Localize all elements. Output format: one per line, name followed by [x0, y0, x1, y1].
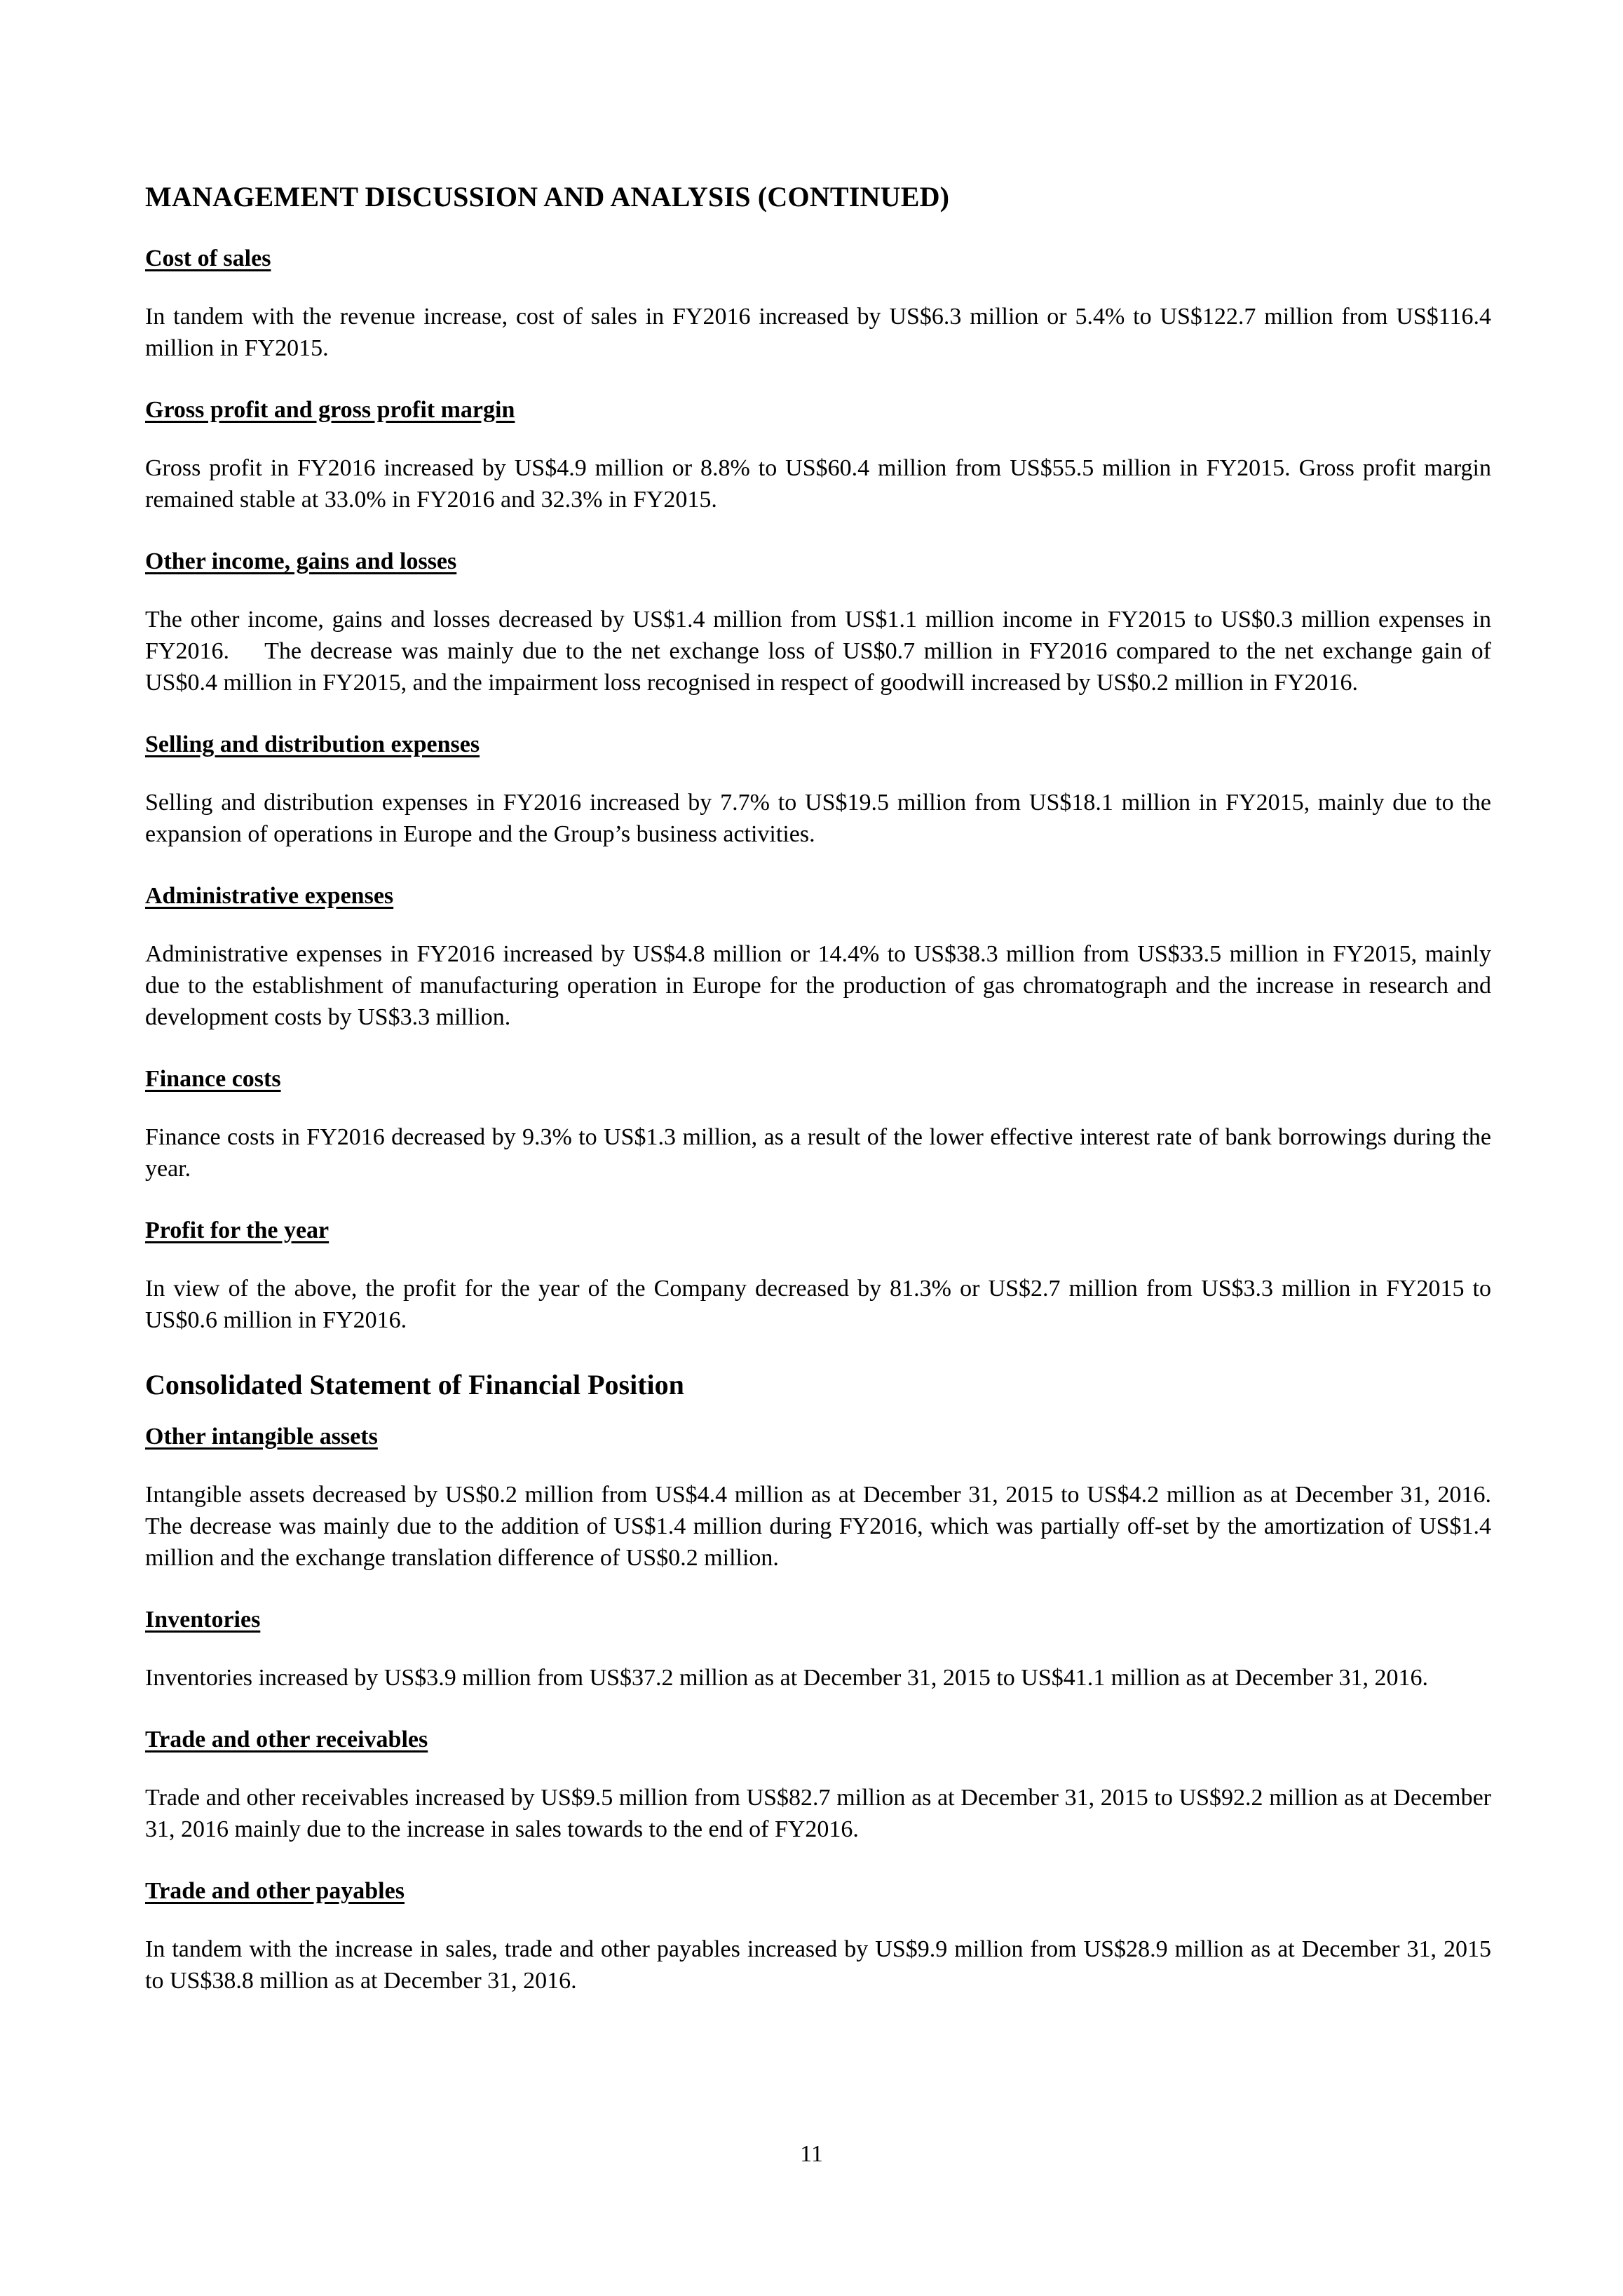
section-paragraph: In view of the above, the profit for the year of the Company decreased by 81.3% or US$2.7 million from US$3.3 million in FY2015 to US$0.6 million in FY2016.	[145, 1276, 1491, 1333]
page-title: MANAGEMENT DISCUSSION AND ANALYSIS (CONTINUED)	[145, 181, 950, 212]
section-administrative-expenses	[145, 881, 1491, 1033]
section-heading: Other income, gains and losses	[145, 548, 457, 574]
section-paragraph: Trade and other receivables increased by US$9.5 million from US$82.7 million as at December 31, 2015 to US$92.2 million as at December 31, 2016 mainly due to the increase in sales towards to the end of FY2016.	[145, 1785, 1491, 1842]
section-trade-payables	[145, 1876, 1491, 1997]
section-gross-profit	[145, 395, 1491, 515]
section-paragraph: In tandem with the increase in sales, trade and other payables increased by US$9.9 million from US$28.9 million as at December 31, 2015 to US$38.8 million as at December 31, 2016.	[145, 1936, 1491, 1994]
section-heading: Trade and other payables	[145, 1878, 405, 1904]
section-finance-costs	[145, 1064, 1491, 1184]
section-heading: Other intangible assets	[145, 1424, 378, 1450]
section-cost-of-sales	[145, 243, 1491, 364]
section-other-income	[145, 546, 1498, 698]
section-heading: Finance costs	[145, 1066, 281, 1092]
section-heading: Administrative expenses	[145, 883, 394, 909]
section-paragraph: In tandem with the revenue increase, cost of sales in FY2016 increased by US$6.3 million or 5.4% to US$122.7 million from US$116.4 million in FY2015.	[145, 304, 1491, 361]
section-heading: Cost of sales	[145, 245, 271, 271]
section-paragraph: Finance costs in FY2016 decreased by 9.3% to US$1.3 million, as a result of the lower effective interest rate of bank borrowings during the year.	[145, 1124, 1491, 1182]
section-profit-for-year	[145, 1215, 1491, 1336]
section-heading: Selling and distribution expenses	[145, 731, 480, 757]
section-paragraph: Selling and distribution expenses in FY2016 increased by 7.7% to US$19.5 million from US$18.1 million in FY2015, mainly due to the expansion of operations in Europe and the Group’s business activities.	[145, 790, 1491, 847]
section-inventories	[145, 1605, 1491, 1694]
section-heading: Gross profit and gross profit margin	[145, 397, 515, 423]
section-heading: Profit for the year	[145, 1217, 330, 1243]
section-selling-distribution	[145, 729, 1491, 850]
section-paragraph: Inventories increased by US$3.9 million from US$37.2 million as at December 31, 2015 to US$41.1 million as at December 31, 2016.	[145, 1665, 1429, 1691]
page-number: 11	[800, 2141, 823, 2167]
section-paragraph: Administrative expenses in FY2016 increased by US$4.8 million or 14.4% to US$38.3 million from US$33.5 million in FY2015, mainly due to the establishment of manufacturing operation in Europe for the production of gas chromatograph and the increase in research and development costs by US$3.3 million.	[145, 941, 1491, 1030]
section-paragraph: Gross profit in FY2016 increased by US$4.9 million or 8.8% to US$60.4 million from US$55.5 million in FY2015. Gross profit margin remained stable at 33.0% in FY2016 and 32.3% in FY2015.	[145, 455, 1491, 513]
section-trade-receivables	[145, 1724, 1491, 1845]
section-paragraph: Intangible assets decreased by US$0.2 million from US$4.4 million as at December 31, 2015 to US$4.2 million as at December 31, 2016. The decrease was mainly due to the addition of US$1.4 million during FY2016, which was partially off-set by the amortization of US$1.4 million and the exchange translation difference of US$0.2 million.	[145, 1482, 1491, 1571]
section-heading: Trade and other receivables	[145, 1727, 428, 1753]
section-other-intangible-assets	[145, 1422, 1491, 1574]
financial-position-title: Consolidated Statement of Financial Position	[145, 1369, 684, 1400]
document-page	[145, 179, 1498, 1997]
section-paragraph: The other income, gains and losses decreased by US$1.4 million from US$1.1 million income in FY2015 to US$0.3 million expenses in FY2016. The decrease was mainly due to the net exchange loss of US$0.7 million in FY2016 compared to the net exchange gain of US$0.4 million in FY2015, and the impairment loss recognised in respect of goodwill increased by US$0.2 million in FY2016.	[145, 607, 1498, 696]
section-heading: Inventories	[145, 1607, 261, 1633]
